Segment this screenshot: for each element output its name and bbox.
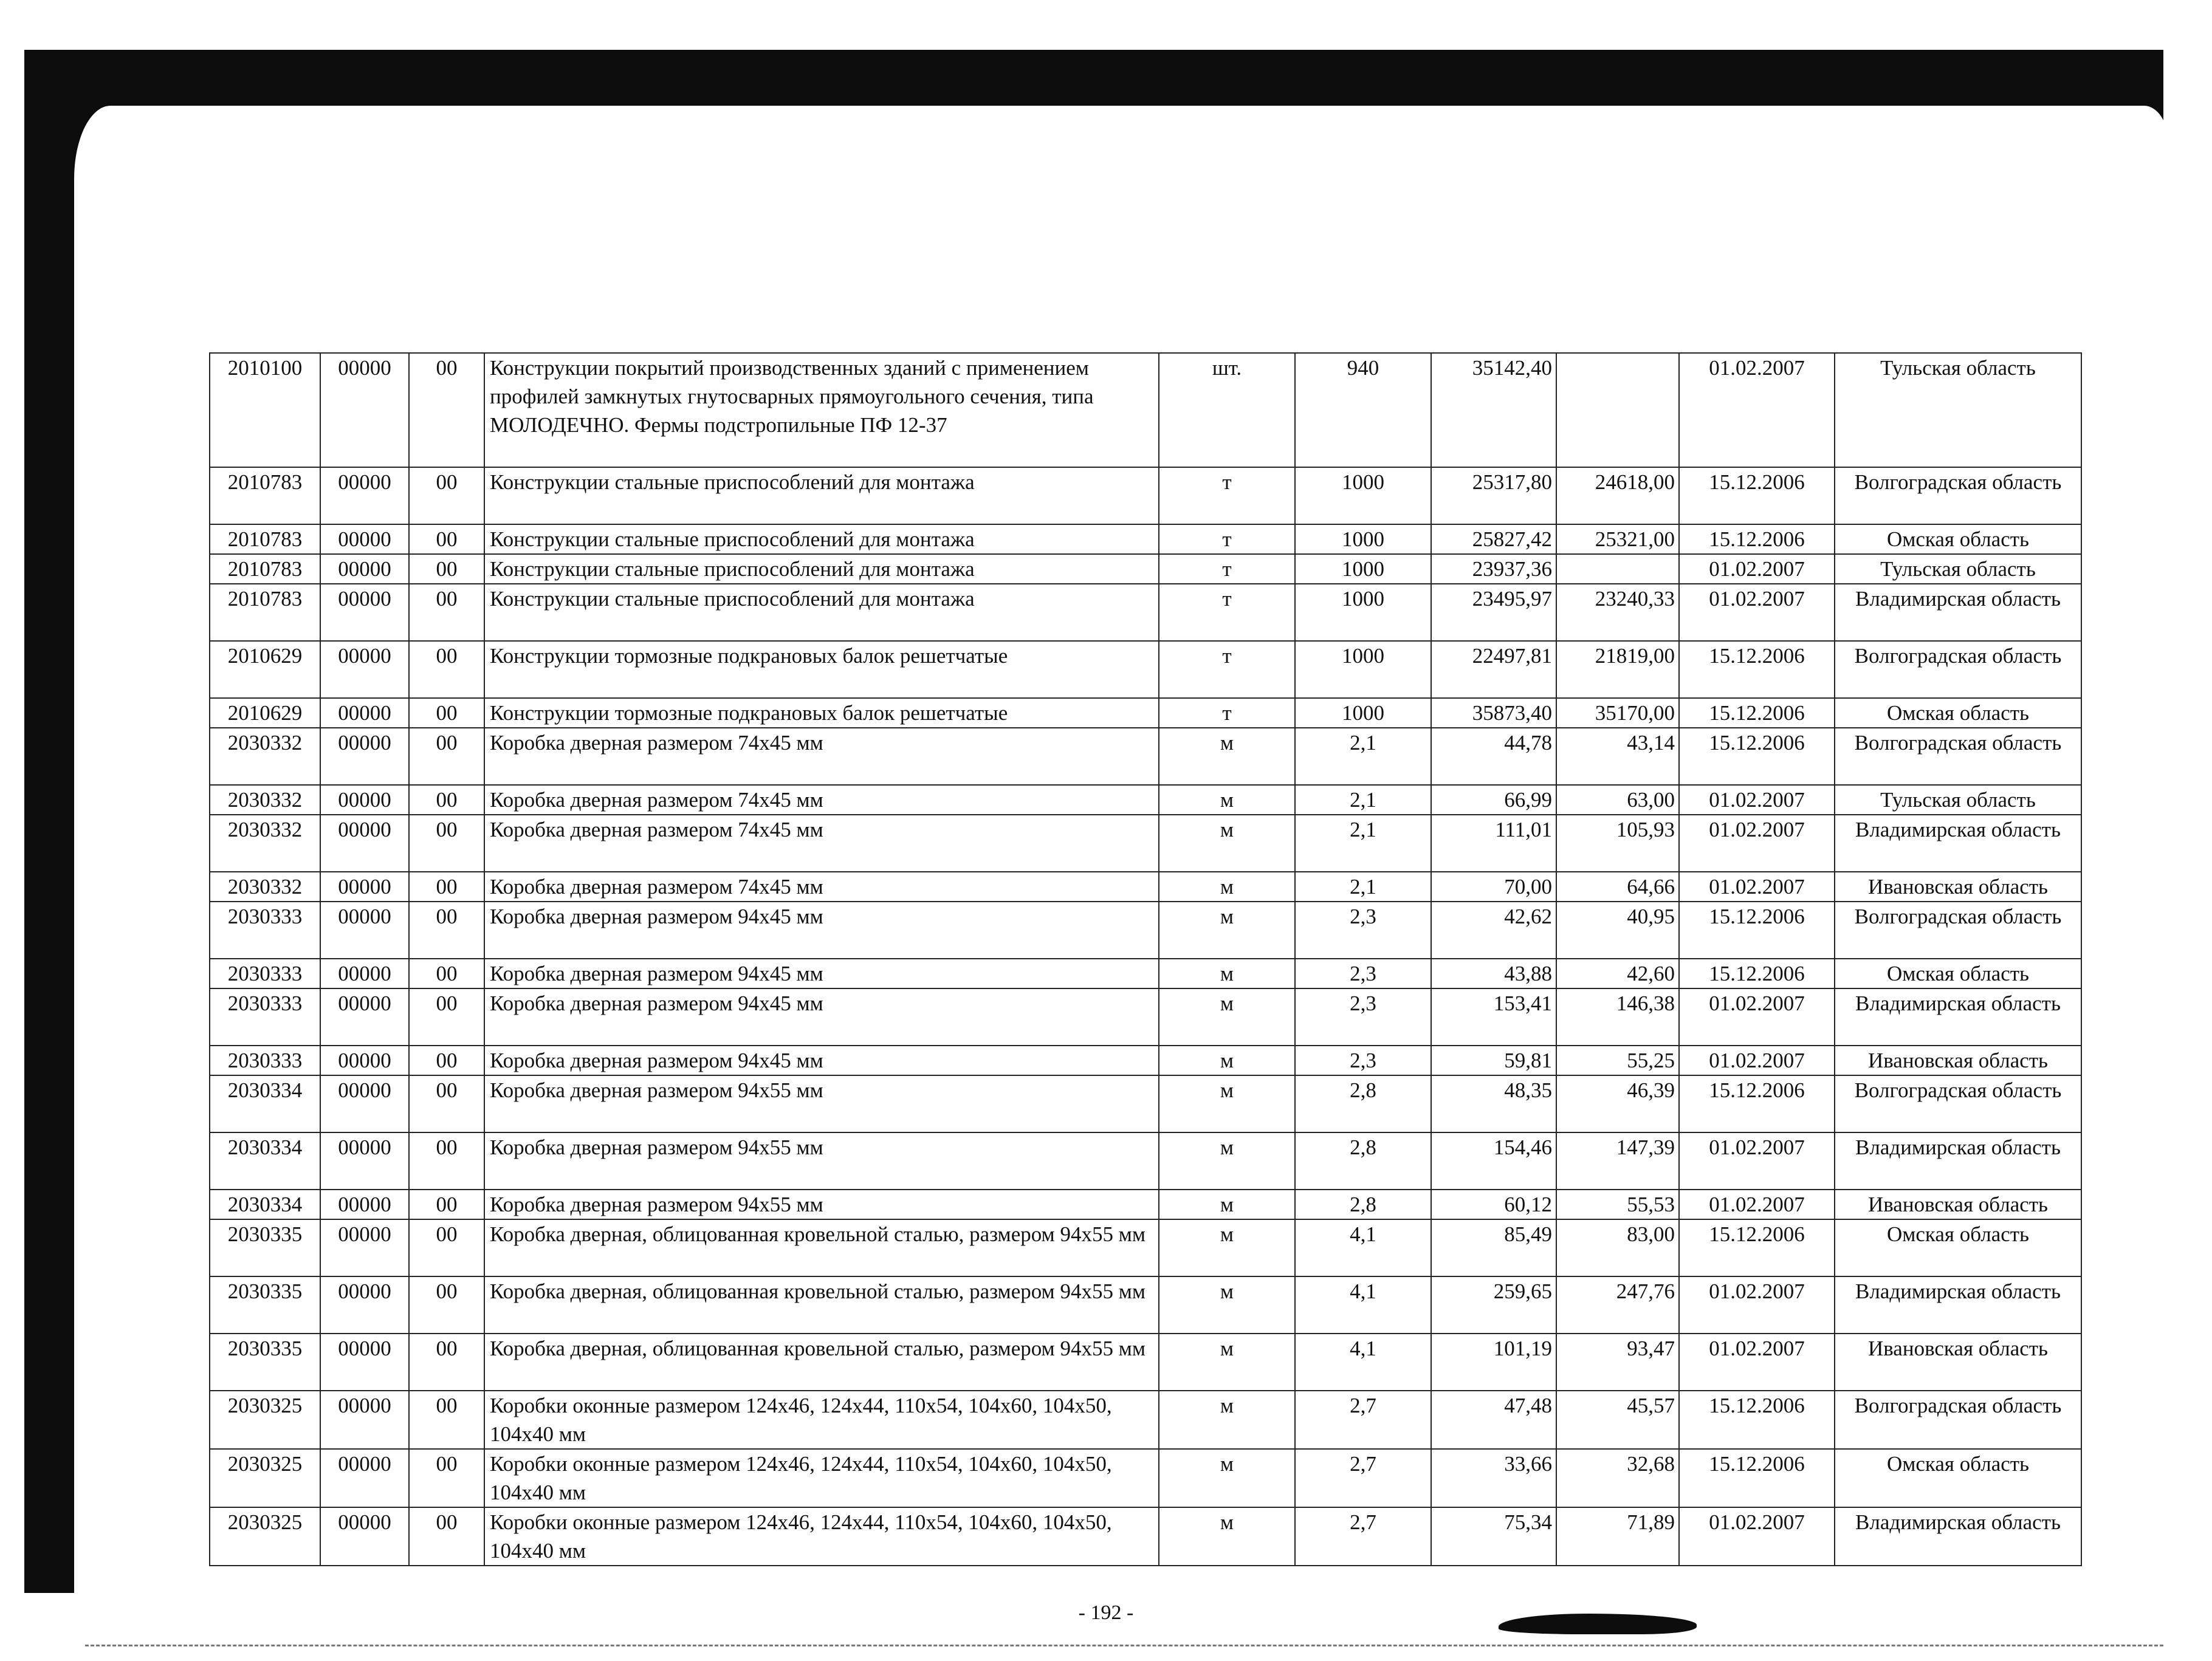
- item-name-cell: Коробки оконные размером 124х46, 124х44, 110х54, 104х60, 104х50, 104х40 мм: [484, 1507, 1159, 1566]
- price-cell: 75,34: [1431, 1507, 1556, 1566]
- price-cell: 25317,80: [1431, 467, 1556, 524]
- sub-code-cell: 00000: [320, 785, 409, 815]
- date-cell: 01.02.2007: [1679, 1334, 1835, 1391]
- price-cell: 23937,36: [1431, 554, 1556, 584]
- item-code-cell: 2010629: [210, 698, 320, 728]
- date-cell: 01.02.2007: [1679, 872, 1835, 902]
- sub-code-cell: 00000: [320, 353, 409, 467]
- unit-cell: м: [1159, 815, 1295, 872]
- suffix-cell: 00: [409, 584, 484, 641]
- table-row: [210, 1132, 2081, 1190]
- date-cell: 15.12.2006: [1679, 641, 1835, 698]
- sub-code-cell: 00000: [320, 1190, 409, 1219]
- item-code-cell: 2010783: [210, 554, 320, 584]
- quantity-cell: 1000: [1295, 554, 1431, 584]
- price-cell: 70,00: [1431, 872, 1556, 902]
- region-cell: Волгоградская область: [1835, 728, 2081, 785]
- price-alt-cell: 147,39: [1556, 1132, 1679, 1190]
- price-cell: 35142,40: [1431, 353, 1556, 467]
- region-cell: Тульская область: [1835, 554, 2081, 584]
- suffix-cell: 00: [409, 641, 484, 698]
- date-cell: 15.12.2006: [1679, 1219, 1835, 1276]
- price-alt-cell: 32,68: [1556, 1449, 1679, 1507]
- unit-cell: т: [1159, 467, 1295, 524]
- suffix-cell: 00: [409, 353, 484, 467]
- scan-smudge: [1499, 1614, 1697, 1634]
- table-row: [210, 1075, 2081, 1132]
- price-alt-cell: 25321,00: [1556, 524, 1679, 554]
- table-row: [210, 353, 2081, 467]
- region-cell: Ивановская область: [1835, 872, 2081, 902]
- price-cell: 35873,40: [1431, 698, 1556, 728]
- quantity-cell: 2,8: [1295, 1075, 1431, 1132]
- table-row: [210, 554, 2081, 584]
- price-alt-cell: 93,47: [1556, 1334, 1679, 1391]
- bottom-rule: [85, 1645, 2163, 1646]
- quantity-cell: 2,7: [1295, 1507, 1431, 1566]
- price-cell: 101,19: [1431, 1334, 1556, 1391]
- sub-code-cell: 00000: [320, 872, 409, 902]
- price-alt-cell: 24618,00: [1556, 467, 1679, 524]
- item-code-cell: 2030334: [210, 1132, 320, 1190]
- item-name-cell: Конструкции покрытий производственных зданий с применением профилей замкнутых гнутосварных прямоугольного сечения, типа МОЛОДЕЧНО. Фермы подстропильные ПФ 12-37: [484, 353, 1159, 467]
- quantity-cell: 4,1: [1295, 1276, 1431, 1334]
- region-cell: Волгоградская область: [1835, 641, 2081, 698]
- unit-cell: м: [1159, 785, 1295, 815]
- item-code-cell: 2030333: [210, 902, 320, 959]
- price-cell: 42,62: [1431, 902, 1556, 959]
- quantity-cell: 2,7: [1295, 1449, 1431, 1507]
- unit-cell: м: [1159, 1391, 1295, 1449]
- item-name-cell: Коробка дверная размером 94х55 мм: [484, 1132, 1159, 1190]
- suffix-cell: 00: [409, 698, 484, 728]
- price-alt-cell: 247,76: [1556, 1276, 1679, 1334]
- item-code-cell: 2030332: [210, 785, 320, 815]
- item-name-cell: Конструкции стальные приспособлений для монтажа: [484, 524, 1159, 554]
- price-alt-cell: 43,14: [1556, 728, 1679, 785]
- price-cell: 22497,81: [1431, 641, 1556, 698]
- date-cell: 01.02.2007: [1679, 1276, 1835, 1334]
- table-row: [210, 902, 2081, 959]
- suffix-cell: 00: [409, 1219, 484, 1276]
- quantity-cell: 2,7: [1295, 1391, 1431, 1449]
- price-alt-cell: [1556, 353, 1679, 467]
- table-row: [210, 1507, 2081, 1566]
- unit-cell: т: [1159, 641, 1295, 698]
- date-cell: 15.12.2006: [1679, 728, 1835, 785]
- unit-cell: т: [1159, 584, 1295, 641]
- date-cell: 15.12.2006: [1679, 698, 1835, 728]
- item-name-cell: Коробка дверная размером 94х55 мм: [484, 1075, 1159, 1132]
- suffix-cell: 00: [409, 467, 484, 524]
- item-code-cell: 2010629: [210, 641, 320, 698]
- table-row: [210, 1391, 2081, 1449]
- region-cell: Волгоградская область: [1835, 902, 2081, 959]
- date-cell: 15.12.2006: [1679, 1449, 1835, 1507]
- unit-cell: м: [1159, 1276, 1295, 1334]
- item-code-cell: 2030333: [210, 959, 320, 988]
- price-cell: 33,66: [1431, 1449, 1556, 1507]
- price-cell: 111,01: [1431, 815, 1556, 872]
- date-cell: 15.12.2006: [1679, 467, 1835, 524]
- suffix-cell: 00: [409, 1391, 484, 1449]
- suffix-cell: 00: [409, 1276, 484, 1334]
- suffix-cell: 00: [409, 1075, 484, 1132]
- table-row: [210, 959, 2081, 988]
- quantity-cell: 4,1: [1295, 1334, 1431, 1391]
- quantity-cell: 2,1: [1295, 815, 1431, 872]
- item-name-cell: Коробка дверная размером 74х45 мм: [484, 872, 1159, 902]
- price-table: [209, 352, 2082, 1566]
- region-cell: Омская область: [1835, 698, 2081, 728]
- quantity-cell: 2,1: [1295, 785, 1431, 815]
- region-cell: Владимирская область: [1835, 584, 2081, 641]
- sub-code-cell: 00000: [320, 584, 409, 641]
- item-code-cell: 2030335: [210, 1219, 320, 1276]
- sub-code-cell: 00000: [320, 641, 409, 698]
- price-cell: 47,48: [1431, 1391, 1556, 1449]
- quantity-cell: 2,8: [1295, 1190, 1431, 1219]
- region-cell: Владимирская область: [1835, 1132, 2081, 1190]
- date-cell: 15.12.2006: [1679, 959, 1835, 988]
- item-code-cell: 2030335: [210, 1334, 320, 1391]
- suffix-cell: 00: [409, 1046, 484, 1075]
- suffix-cell: 00: [409, 902, 484, 959]
- price-alt-cell: 46,39: [1556, 1075, 1679, 1132]
- price-cell: 66,99: [1431, 785, 1556, 815]
- date-cell: 01.02.2007: [1679, 988, 1835, 1046]
- price-alt-cell: 105,93: [1556, 815, 1679, 872]
- item-code-cell: 2030325: [210, 1507, 320, 1566]
- item-name-cell: Коробка дверная, облицованная кровельной сталью, размером 94х55 мм: [484, 1334, 1159, 1391]
- unit-cell: т: [1159, 524, 1295, 554]
- suffix-cell: 00: [409, 1334, 484, 1391]
- suffix-cell: 00: [409, 728, 484, 785]
- sub-code-cell: 00000: [320, 902, 409, 959]
- item-name-cell: Коробка дверная размером 94х55 мм: [484, 1190, 1159, 1219]
- price-cell: 43,88: [1431, 959, 1556, 988]
- unit-cell: т: [1159, 698, 1295, 728]
- price-alt-cell: 63,00: [1556, 785, 1679, 815]
- item-code-cell: 2030333: [210, 1046, 320, 1075]
- suffix-cell: 00: [409, 988, 484, 1046]
- table-body: [210, 353, 2081, 1566]
- date-cell: 01.02.2007: [1679, 785, 1835, 815]
- region-cell: Волгоградская область: [1835, 1391, 2081, 1449]
- suffix-cell: 00: [409, 1449, 484, 1507]
- date-cell: 01.02.2007: [1679, 1190, 1835, 1219]
- table-row: [210, 785, 2081, 815]
- date-cell: 15.12.2006: [1679, 1391, 1835, 1449]
- sub-code-cell: 00000: [320, 554, 409, 584]
- quantity-cell: 2,1: [1295, 728, 1431, 785]
- unit-cell: м: [1159, 1219, 1295, 1276]
- quantity-cell: 2,3: [1295, 1046, 1431, 1075]
- item-code-cell: 2030332: [210, 728, 320, 785]
- date-cell: 15.12.2006: [1679, 524, 1835, 554]
- price-cell: 154,46: [1431, 1132, 1556, 1190]
- price-cell: 48,35: [1431, 1075, 1556, 1132]
- item-code-cell: 2030325: [210, 1391, 320, 1449]
- date-cell: 01.02.2007: [1679, 584, 1835, 641]
- price-cell: 23495,97: [1431, 584, 1556, 641]
- sub-code-cell: 00000: [320, 524, 409, 554]
- sub-code-cell: 00000: [320, 1334, 409, 1391]
- table-row: [210, 988, 2081, 1046]
- table-row: [210, 1449, 2081, 1507]
- quantity-cell: 2,3: [1295, 988, 1431, 1046]
- sub-code-cell: 00000: [320, 467, 409, 524]
- region-cell: Волгоградская область: [1835, 467, 2081, 524]
- suffix-cell: 00: [409, 959, 484, 988]
- date-cell: 15.12.2006: [1679, 902, 1835, 959]
- suffix-cell: 00: [409, 815, 484, 872]
- item-code-cell: 2030334: [210, 1190, 320, 1219]
- region-cell: Владимирская область: [1835, 1507, 2081, 1566]
- price-cell: 60,12: [1431, 1190, 1556, 1219]
- item-name-cell: Конструкции стальные приспособлений для монтажа: [484, 554, 1159, 584]
- unit-cell: м: [1159, 1190, 1295, 1219]
- item-name-cell: Коробка дверная размером 74х45 мм: [484, 815, 1159, 872]
- price-cell: 153,41: [1431, 988, 1556, 1046]
- item-code-cell: 2030335: [210, 1276, 320, 1334]
- unit-cell: шт.: [1159, 353, 1295, 467]
- quantity-cell: 1000: [1295, 641, 1431, 698]
- item-code-cell: 2030325: [210, 1449, 320, 1507]
- region-cell: Ивановская область: [1835, 1334, 2081, 1391]
- item-name-cell: Коробка дверная размером 94х45 мм: [484, 988, 1159, 1046]
- unit-cell: т: [1159, 554, 1295, 584]
- quantity-cell: 2,3: [1295, 902, 1431, 959]
- item-name-cell: Коробки оконные размером 124х46, 124х44, 110х54, 104х60, 104х50, 104х40 мм: [484, 1449, 1159, 1507]
- unit-cell: м: [1159, 872, 1295, 902]
- quantity-cell: 2,3: [1295, 959, 1431, 988]
- page-number: - 192 -: [1078, 1601, 1134, 1624]
- suffix-cell: 00: [409, 524, 484, 554]
- date-cell: 15.12.2006: [1679, 1075, 1835, 1132]
- item-name-cell: Коробка дверная, облицованная кровельной сталью, размером 94х55 мм: [484, 1219, 1159, 1276]
- suffix-cell: 00: [409, 1507, 484, 1566]
- item-name-cell: Коробки оконные размером 124х46, 124х44, 110х54, 104х60, 104х50, 104х40 мм: [484, 1391, 1159, 1449]
- date-cell: 01.02.2007: [1679, 815, 1835, 872]
- item-code-cell: 2030332: [210, 872, 320, 902]
- sub-code-cell: 00000: [320, 1507, 409, 1566]
- region-cell: Владимирская область: [1835, 1276, 2081, 1334]
- price-cell: 44,78: [1431, 728, 1556, 785]
- item-code-cell: 2010783: [210, 584, 320, 641]
- item-name-cell: Коробка дверная размером 94х45 мм: [484, 1046, 1159, 1075]
- unit-cell: м: [1159, 902, 1295, 959]
- quantity-cell: 940: [1295, 353, 1431, 467]
- price-alt-cell: 146,38: [1556, 988, 1679, 1046]
- sub-code-cell: 00000: [320, 1449, 409, 1507]
- unit-cell: м: [1159, 728, 1295, 785]
- item-name-cell: Конструкции стальные приспособлений для монтажа: [484, 584, 1159, 641]
- sub-code-cell: 00000: [320, 815, 409, 872]
- region-cell: Омская область: [1835, 1449, 2081, 1507]
- quantity-cell: 1000: [1295, 524, 1431, 554]
- item-name-cell: Коробка дверная размером 94х45 мм: [484, 959, 1159, 988]
- region-cell: Тульская область: [1835, 353, 2081, 467]
- unit-cell: м: [1159, 988, 1295, 1046]
- unit-cell: м: [1159, 1334, 1295, 1391]
- unit-cell: м: [1159, 959, 1295, 988]
- table-row: [210, 1276, 2081, 1334]
- date-cell: 01.02.2007: [1679, 1132, 1835, 1190]
- region-cell: Ивановская область: [1835, 1046, 2081, 1075]
- region-cell: Омская область: [1835, 959, 2081, 988]
- table-row: [210, 1334, 2081, 1391]
- item-name-cell: Конструкции тормозные подкрановых балок решетчатые: [484, 641, 1159, 698]
- item-code-cell: 2030332: [210, 815, 320, 872]
- region-cell: Тульская область: [1835, 785, 2081, 815]
- unit-cell: м: [1159, 1046, 1295, 1075]
- region-cell: Омская область: [1835, 1219, 2081, 1276]
- item-name-cell: Коробка дверная размером 74х45 мм: [484, 728, 1159, 785]
- item-name-cell: Конструкции стальные приспособлений для монтажа: [484, 467, 1159, 524]
- sub-code-cell: 00000: [320, 728, 409, 785]
- quantity-cell: 1000: [1295, 467, 1431, 524]
- price-alt-cell: 23240,33: [1556, 584, 1679, 641]
- item-code-cell: 2010783: [210, 467, 320, 524]
- table-row: [210, 1219, 2081, 1276]
- suffix-cell: 00: [409, 554, 484, 584]
- price-alt-cell: 45,57: [1556, 1391, 1679, 1449]
- price-alt-cell: 21819,00: [1556, 641, 1679, 698]
- unit-cell: м: [1159, 1132, 1295, 1190]
- table-row: [210, 524, 2081, 554]
- quantity-cell: 2,1: [1295, 872, 1431, 902]
- region-cell: Омская область: [1835, 524, 2081, 554]
- table-row: [210, 815, 2081, 872]
- region-cell: Владимирская область: [1835, 988, 2081, 1046]
- sub-code-cell: 00000: [320, 959, 409, 988]
- date-cell: 01.02.2007: [1679, 554, 1835, 584]
- item-name-cell: Конструкции тормозные подкрановых балок решетчатые: [484, 698, 1159, 728]
- item-code-cell: 2010783: [210, 524, 320, 554]
- price-alt-cell: 35170,00: [1556, 698, 1679, 728]
- sub-code-cell: 00000: [320, 1391, 409, 1449]
- table-row: [210, 872, 2081, 902]
- price-alt-cell: [1556, 554, 1679, 584]
- item-code-cell: 2010100: [210, 353, 320, 467]
- item-code-cell: 2030333: [210, 988, 320, 1046]
- table-row: [210, 584, 2081, 641]
- table-row: [210, 641, 2081, 698]
- item-name-cell: Коробка дверная размером 94х45 мм: [484, 902, 1159, 959]
- quantity-cell: 2,8: [1295, 1132, 1431, 1190]
- quantity-cell: 4,1: [1295, 1219, 1431, 1276]
- sub-code-cell: 00000: [320, 1132, 409, 1190]
- unit-cell: м: [1159, 1075, 1295, 1132]
- date-cell: 01.02.2007: [1679, 1507, 1835, 1566]
- table-row: [210, 1190, 2081, 1219]
- item-code-cell: 2030334: [210, 1075, 320, 1132]
- unit-cell: м: [1159, 1449, 1295, 1507]
- table-row: [210, 698, 2081, 728]
- suffix-cell: 00: [409, 1132, 484, 1190]
- suffix-cell: 00: [409, 872, 484, 902]
- price-alt-cell: 83,00: [1556, 1219, 1679, 1276]
- price-cell: 259,65: [1431, 1276, 1556, 1334]
- region-cell: Волгоградская область: [1835, 1075, 2081, 1132]
- item-name-cell: Коробка дверная, облицованная кровельной сталью, размером 94х55 мм: [484, 1276, 1159, 1334]
- price-alt-cell: 71,89: [1556, 1507, 1679, 1566]
- price-alt-cell: 55,53: [1556, 1190, 1679, 1219]
- sub-code-cell: 00000: [320, 1219, 409, 1276]
- sub-code-cell: 00000: [320, 1075, 409, 1132]
- sub-code-cell: 00000: [320, 1276, 409, 1334]
- quantity-cell: 1000: [1295, 698, 1431, 728]
- region-cell: Ивановская область: [1835, 1190, 2081, 1219]
- price-alt-cell: 40,95: [1556, 902, 1679, 959]
- price-alt-cell: 42,60: [1556, 959, 1679, 988]
- region-cell: Владимирская область: [1835, 815, 2081, 872]
- price-alt-cell: 64,66: [1556, 872, 1679, 902]
- unit-cell: м: [1159, 1507, 1295, 1566]
- suffix-cell: 00: [409, 785, 484, 815]
- price-alt-cell: 55,25: [1556, 1046, 1679, 1075]
- price-cell: 59,81: [1431, 1046, 1556, 1075]
- sub-code-cell: 00000: [320, 1046, 409, 1075]
- date-cell: 01.02.2007: [1679, 353, 1835, 467]
- suffix-cell: 00: [409, 1190, 484, 1219]
- price-cell: 85,49: [1431, 1219, 1556, 1276]
- quantity-cell: 1000: [1295, 584, 1431, 641]
- sub-code-cell: 00000: [320, 988, 409, 1046]
- item-name-cell: Коробка дверная размером 74х45 мм: [484, 785, 1159, 815]
- table-row: [210, 467, 2081, 524]
- scan-border-top: [24, 50, 2163, 108]
- sub-code-cell: 00000: [320, 698, 409, 728]
- table-row: [210, 1046, 2081, 1075]
- price-cell: 25827,42: [1431, 524, 1556, 554]
- table-row: [210, 728, 2081, 785]
- date-cell: 01.02.2007: [1679, 1046, 1835, 1075]
